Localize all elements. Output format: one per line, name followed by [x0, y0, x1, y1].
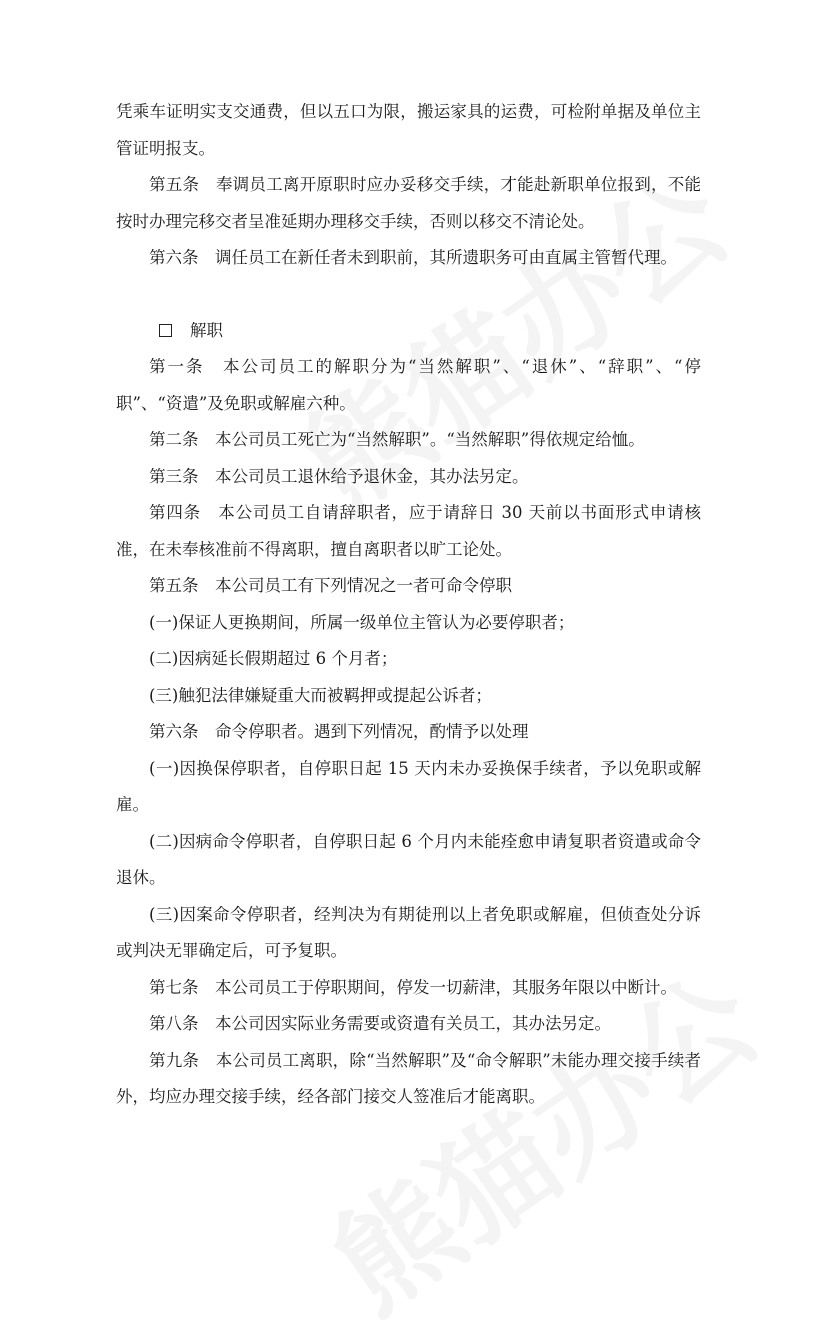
list-item: (三)因案命令停职者，经判决为有期徒刑以上者免职或解雇，但侦查处分诉或判决无罪确定后，可予复职。 — [116, 904, 701, 960]
checkbox-icon — [159, 324, 172, 337]
paragraph: 第八条 本公司因实际业务需要或资遣有关员工，其办法另定。 — [149, 1014, 611, 1033]
section-title: 解职 — [190, 320, 223, 340]
paragraph: 凭乘车证明实支交通费，但以五口为限，搬运家具的运费，可检附单据及单位主管证明报支。 — [116, 102, 701, 158]
paragraph: 第六条 调任员工在新任者未到职前，其所遗职务可由直属主管暂代理。 — [149, 248, 677, 267]
paragraph: 第三条 本公司员工退休给予退休金，其办法另定。 — [149, 466, 529, 486]
paragraph: 第五条 本公司员工有下列情况之一者可命令停职 — [149, 576, 512, 595]
document-body — [116, 94, 701, 1116]
list-item: (三)触犯法律嫌疑重大而被羁押或提起公诉者； — [149, 685, 492, 705]
paragraph: 第四条 本公司员工自请辞职者，应于请辞日 30 天前以书面形式申请核准，在未奉核准前不得离职，擅自离职者以旷工论处。 — [116, 503, 701, 559]
paragraph: 第七条 本公司员工于停职期间，停发一切薪津，其服务年限以中断计。 — [149, 977, 677, 997]
paragraph: 第一条 本公司员工的解职分为“当然解职”、“退休”、“辞职”、“停职”、“资遣”及免职或解雇六种。 — [116, 357, 701, 413]
list-item: (二)因病命令停职者，自停职日起 6 个月内未能痊愈申请复职者资遣或命令退休。 — [116, 831, 701, 887]
paragraph: 第二条 本公司员工死亡为“当然解职”。“当然解职”得依规定给恤。 — [149, 430, 645, 449]
list-item: (一)保证人更换期间，所属一级单位主管认为必要停职者； — [149, 612, 575, 632]
list-item: (一)因换保停职者，自停职日起 15 天内未办妥换保手续者，予以免职或解雇。 — [116, 758, 701, 814]
section-heading — [116, 313, 701, 350]
paragraph: 第九条 本公司员工离职，除“当然解职”及“命令解职”未能办理交接手续者外，均应办理交接手续，经各部门接交人签准后才能离职。 — [116, 1050, 701, 1106]
paragraph: 第五条 奉调员工离开原职时应办妥移交手续，才能赴新职单位报到，不能按时办理完移交者呈准延期办理移交手续，否则以移交不清论处。 — [116, 175, 701, 231]
paragraph: 第六条 命令停职者。遇到下列情况，酌情予以处理 — [149, 722, 529, 741]
list-item: (二)因病延长假期超过 6 个月者； — [149, 649, 398, 668]
